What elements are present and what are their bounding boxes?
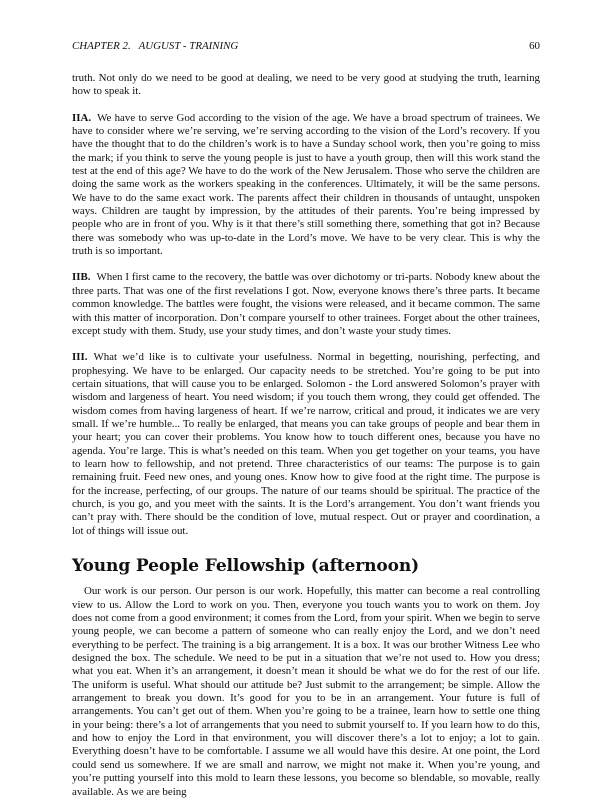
paragraph-iib — [72, 271, 540, 338]
paragraph-text: When I first came to the recovery, the battle was over dichotomy or tri-parts. Nobody knew about the three parts. That was one of the first revelations I got. Now, everyone knows there’s three parts. It became common knowledge. The battles were fought, the visions were released, and it became common. The same with this matter of incorporation. Don’t compare yourself to other trainees. Forget about the other trainees, except study with them. Study, use your study times, and don’t waste your study times. — [72, 271, 540, 337]
paragraph-continuation — [72, 72, 540, 99]
paragraph-iia — [72, 112, 540, 259]
chapter-title: CHAPTER 2. AUGUST - TRAINING — [72, 40, 239, 52]
running-header — [72, 40, 540, 54]
paragraph-label: IIA. — [72, 111, 92, 124]
paragraph-iii — [72, 351, 540, 538]
paragraph-text: What we’d like is to cultivate your usefulness. Normal in begetting, nourishing, perfecting, and prophesying. We have to be enlarged. Our capacity needs to be stretched. You’re going to be put into certain situations, that will cause you to be enlarged. Solomon - the Lord answered Solomon’s prayer with wisdom and largeness of heart. You need wisdom; if you touch them wrong, they could get offended. The wisdom comes from having largeness of heart. If we’re narrow, critical and proud, it indicates we are very small. If we’re humble... To really be enlarged, that means you can take groups of people and bear them in your heart; you can cover their problems. You know how to touch different ones, because you have no agenda. You’re large. This is what’s needed on this team. When you get together on your teams, you have to learn how to fellowship, and not pretend. Three characteristics of our teams: The purpose is to gain remaining fruit. Feed new ones, and young ones. Know how to give food at the right time. The purpose is for the increase, perfecting, of our groups. The nature of our teams should be spiritual. The practice of the church, is you go, and you meet with the saints. It is the Lord’s arrangement. You don’t want friends you can’t pray with. There should be the condition of love, mutual respect. Out or prayer and coordination, a lot of things will issue out. — [72, 351, 540, 537]
paragraph-text: Our work is our person. Our person is our work. Hopefully, this matter can become a real controlling view to us. Allow the Lord to work on you. Then, everyone you touch wants you to work on them. Joy does not come from a good environment; it comes from the Lord, from your spirit. When we begin to serve young people, we can become a pattern of someone who can really enjoy the Lord, and we don’t need everything to be perfect. The training is a big arrangement. It is a box. It was our brother Witness Lee who designed the box. The schedule. We need to be put in a situation that we’re not used to. How you dress; what you eat. When it’s an arrangement, it doesn’t mean it should be what we do for the rest of our life. The uniform is useful. What should our attitude be? Just submit to the arrangement; be simple. Allow the arrangement to break you down. It’s good for you to be in an arrangement. Your future is full of arrangements. You can’t get out of them. When you’re going to be a trainee, learn how to settle one thing in your being: there’s a lot of arrangements that you need to submit yourself to. If you learn how to do this, and how to enjoy the Lord in that environment, you will discover there’s a lot to enjoy; a lot to gain. Everything doesn’t have to be comfortable. I assume we all would have this desire. At one point, the Lord could send us somewhere. If we are small and narrow, we might not make it. When you’re young, and you’re putting yourself into this mold to learn these lessons, you become so blendable, so movable, really available. As we are being — [72, 585, 540, 798]
page-number: 60 — [529, 40, 540, 52]
page — [72, 40, 540, 799]
paragraph-text: truth. Not only do we need to be good at dealing, we need to be very good at studying the truth, learning how to speak it. — [72, 72, 540, 98]
paragraph-text: We have to serve God according to the vision of the age. We have a broad spectrum of trainees. We have to consider where we’re serving, we’re serving according to the vision of the Lord’s recovery. If you have the thought that to do the children’s work is to have a Sunday school work, then you’re going to miss the mark; if you think to serve the young people is just to have a youth group, then will this work stand the test at the end of this age? We have to do the work of the New Jerusalem. Those who serve the children are doing the same work as the workers speaking in the conferences. Ultimately, it will be the same persons. We have to do the same exact work. The parents affect their children in thousands of untaught, unspoken ways. Children are taught by impression, by the attitudes of their parents. You’re being impressed by people who are in front of you. Why is it that there’s still something there, something that got in? Because there was somebody who was up-to-date in the Lord’s move. We have to be very clear. This is why the truth is so important. — [72, 111, 540, 258]
paragraph-label: III. — [72, 351, 88, 364]
section-paragraph — [72, 585, 540, 799]
paragraph-label: IIB. — [72, 271, 91, 284]
section-heading: Young People Fellowship (afternoon) — [72, 556, 420, 576]
